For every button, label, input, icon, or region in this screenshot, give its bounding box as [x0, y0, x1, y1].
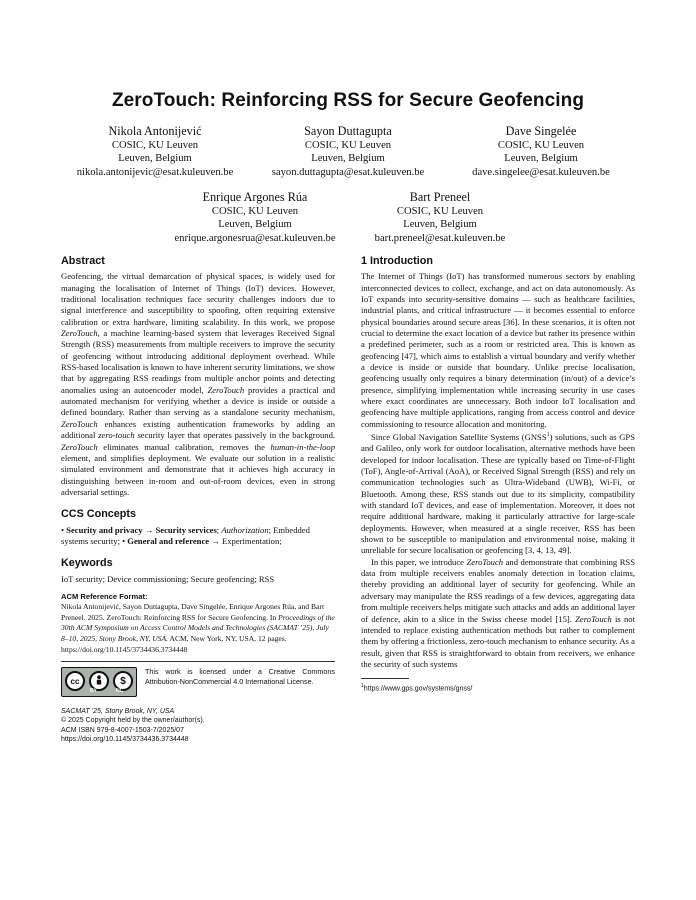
author-location: Leuven, Belgium: [118, 153, 192, 165]
author-location: Leuven, Belgium: [504, 153, 578, 165]
doi-link[interactable]: https://doi.org/10.1145/3734436.3734448: [61, 735, 189, 743]
footnote-marker[interactable]: 1: [546, 432, 550, 439]
section-heading-introduction: 1 Introduction: [361, 255, 433, 267]
acm-reference-heading: ACM Reference Format:: [61, 591, 148, 601]
author-affiliation: COSIC, KU Leuven: [396, 206, 484, 217]
license-block: [61, 661, 335, 697]
author-name: Enrique Argones Rúa: [202, 190, 308, 204]
left-column: [61, 256, 335, 744]
author-email[interactable]: nikola.antonijevic@esat.kuleuven.be: [76, 166, 234, 178]
author-block-1: [60, 124, 250, 179]
author-email[interactable]: sayon.duttagupta@esat.kuleuven.be: [271, 166, 425, 178]
nc-label: NC: [116, 687, 124, 694]
intro-paragraph-2: Since Global Navigation Satellite Systems (GNSS$^1$) solutions, such as GPS and Galileo, only work for outdoor localisation, alternative methods have been developed for indoor localisation. These are typically based on Time-of-Flight (ToF), Angle-of-Arrival (AoA), or Received Signal Strength (RSS) and rely on communication technologies such as Ultra-Wideband (UWB), Wi-Fi, or Bluetooth. Among these, RSS stands out due to its simplicity, compatibility with standard IoT devices, and ease of implementation. Moreover, it does not require additional hardware, making it particularly attractive for large-scale deployments. However, when measured at a single receiver, RSS has been shown to be susceptible to manipulation and environmental noise, making it unreliable for secure localisation or geofencing [3, 4, 13, 49].: [361, 432, 635, 556]
intro-paragraph-1: The Internet of Things (IoT) has transformed numerous sectors by enabling interconnected devices to collect, exchange, and act on data autonomously. As IoT expands into security-sensitive domains — such as healthcare facilities, industrial plants, and critical infrastructure — it becomes essential to enforce physical boundaries around secure areas [36]. In these scenarios, it is often not crucial to determine the exact location of a device but rather its presence within a predefined perimeter, such as a room or restricted area. This is known as geofencing [47], which aims to establish a virtual boundary and verify whether a device is inside or outside that boundary. Unlike precise localisation, geofencing usually only requires a binary determination (in/out) of a device’s presence, simplifying implementation while increasing security in use cases where exact coordinates are unnecessary. Both indoor IoT localisation and geofencing have multiple applications, ranging from access control and device commissioning to resource allocation and monitoring.: [361, 271, 635, 429]
author-affiliation: COSIC, KU Leuven: [304, 140, 392, 151]
author-affiliation: COSIC, KU Leuven: [211, 206, 299, 217]
author-block-5: [350, 190, 530, 245]
ccs-heading: CCS Concepts: [61, 508, 136, 521]
no-dollar-icon: $: [113, 671, 133, 691]
author-location: Leuven, Belgium: [403, 219, 477, 231]
publication-meta: [61, 707, 335, 744]
ccs-text: • Security and privacy → Security services; Authorization; Embedded systems security; • General and reference → Experimentation;: [61, 524, 310, 546]
author-block-2: [250, 124, 446, 179]
cc-icon: cc: [65, 671, 85, 691]
isbn-line: ACM ISBN 979-8-4007-1503-7/2025/07: [61, 726, 184, 734]
footnote: $^1$https://www.gps.gov/systems/gnss/: [361, 683, 473, 693]
paper-title: ZeroTouch: Reinforcing RSS for Secure Geofencing: [111, 90, 585, 111]
author-name: Bart Preneel: [409, 190, 471, 204]
copyright-line: © 2025 Copyright held by the owner/author(s).: [61, 717, 205, 725]
by-label: BY: [90, 687, 97, 694]
keywords-text: IoT security; Device commissioning; Secure geofencing; RSS: [61, 573, 275, 584]
author-block-4: [160, 190, 350, 245]
author-email[interactable]: enrique.argonesrua@esat.kuleuven.be: [174, 232, 336, 244]
author-name: Nikola Antonijević: [108, 124, 202, 138]
abstract-text: Geofencing, the virtual demarcation of physical spaces, is widely used for managing the localisation of Internet of Things (IoT) devices. However, traditional localisation techniques face security challenges indoors due to signal interference and susceptibility to spoofing, often requiring extensive calibration or extra hardware, limiting scalability. In this work, we propose ZeroTouch, a machine learning-based system that leverages Received Signal Strength (RSS) measurements from multiple receivers to improve the security of geofencing without introducing additional deployment overhead. While RSS-based localisation is known to have inherent security limitations, we show that by aggregating RSS readings from multiple anchor points and detecting anomalies using an autoencoder model, ZeroTouch provides a practical and automated mechanism for verifying whether a device is inside or outside a defined boundary. Rather than serving as a standalone security mechanism, ZeroTouch enhances existing authentication frameworks by adding an additional zero-touch security layer that operates passively in the background. ZeroTouch eliminates manual calibration, removes the human-in-the-loop element, and simplifies deployment. We evaluate our solution in a realistic simulated environment and demonstrate that it achieves high accuracy in distinguishing between in-room and out-of-room devices, even in strong adversarial settings.: [61, 271, 336, 497]
right-column: [361, 256, 635, 694]
conference-line: SACMAT ’25, Stony Brook, NY, USA: [61, 708, 175, 716]
author-name: Dave Singelée: [505, 124, 577, 138]
acm-reference-text: Nikola Antonijević, Sayon Duttagupta, Dave Singelée, Enrique Argones Rúa, and Bart Preneel. 2025. ZeroTouch: Reinforcing RSS for Secure Geofencing. In Proceedings of the 30th ACM Symposium on Access Control Models and Technologies (SACMAT ’25), July 8–10, 2025, Stony Brook, NY, USA. ACM, New York, NY, USA, 12 pages. https://doi.org/10.1145/3734436.3734448: [61, 602, 335, 654]
footnote-url[interactable]: https://www.gps.gov/systems/gnss/: [363, 685, 473, 693]
abstract-heading: Abstract: [61, 255, 105, 267]
author-affiliation: COSIC, KU Leuven: [111, 140, 199, 151]
intro-paragraph-3: In this paper, we introduce ZeroTouch and demonstrate that combining RSS data from multiple receivers enables anomaly detection in location claims, thereby providing an additional layer of security for geofencing. While an adversary may manipulate the RSS readings of a few devices, aggregating data from multiple receivers helps mitigate such attacks and adds an additional layer of defence, akin to a slice in the Swiss cheese model [15]. ZeroTouch is not intended to replace existing authentication methods but rather to complement them by offering a frictionless, zero-touch mechanism to enhance security. As a result, given that RSS is straightforward to obtain from receivers, we enhance the security of such systems: [361, 556, 635, 669]
author-block-3: [446, 124, 636, 179]
author-affiliation: COSIC, KU Leuven: [497, 140, 585, 151]
cc-by-nc-badge-icon[interactable]: [61, 667, 137, 697]
license-text: This work is licensed under a Creative Commons Attribution-NonCommercial 4.0 International License.: [145, 667, 335, 687]
author-location: Leuven, Belgium: [218, 219, 292, 231]
keywords-heading: Keywords: [61, 557, 113, 570]
author-location: Leuven, Belgium: [311, 153, 385, 165]
author-name: Sayon Duttagupta: [304, 124, 392, 138]
author-email[interactable]: bart.preneel@esat.kuleuven.be: [374, 232, 506, 244]
author-email[interactable]: dave.singelee@esat.kuleuven.be: [472, 166, 610, 178]
